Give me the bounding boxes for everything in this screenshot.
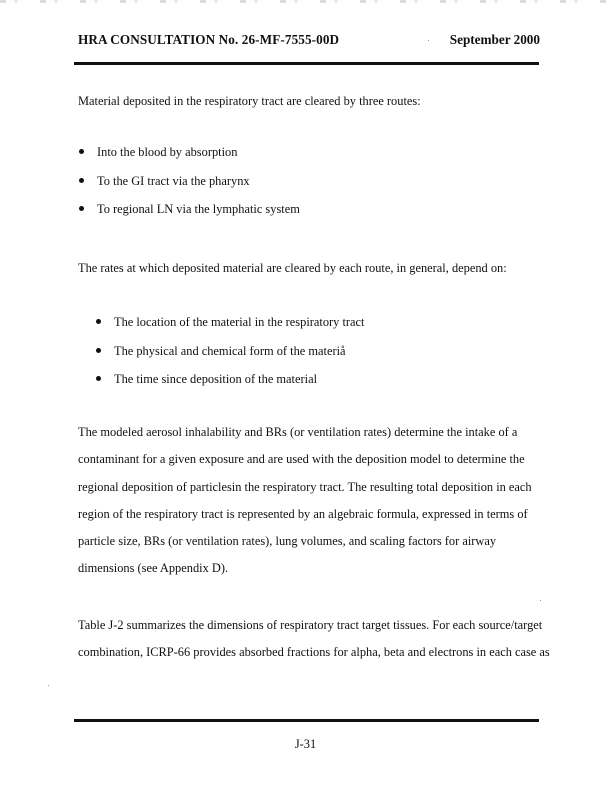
footer-rule bbox=[74, 719, 539, 722]
bullet-icon bbox=[79, 178, 84, 183]
header-rule bbox=[74, 62, 539, 65]
scan-speck bbox=[540, 600, 541, 601]
bullet-icon bbox=[96, 376, 101, 381]
paragraph-line: dimensions (see Appendix D). bbox=[78, 561, 229, 576]
list-item-text: The physical and chemical form of the materiå bbox=[114, 343, 346, 358]
scan-edge-artifact bbox=[0, 0, 611, 3]
scan-speck bbox=[48, 685, 49, 686]
document-id: HRA CONSULTATION No. 26-MF-7555-00D bbox=[78, 32, 340, 47]
list-item-text: The time since deposition of the material bbox=[114, 372, 318, 386]
paragraph-line: Table J-2 summarizes the dimensions of respiratory tract target tissues. For each source/target bbox=[78, 618, 543, 632]
deposition-paragraph bbox=[78, 425, 548, 589]
rates-intro: The rates at which deposited material are cleared by each route, in general, depend on: bbox=[78, 261, 507, 275]
list-item-text: To regional LN via the lymphatic system bbox=[97, 202, 300, 216]
bullet-icon bbox=[96, 319, 101, 324]
target-tissues-paragraph bbox=[78, 618, 548, 673]
paragraph-line: particle size, BRs (or ventilation rates), lung volumes, and scaling factors for airway bbox=[78, 534, 497, 549]
list-item-text: Into the blood by absorption bbox=[97, 145, 238, 159]
bullet-icon bbox=[79, 206, 84, 211]
clearance-intro: Material deposited in the respiratory tract are cleared by three routes: bbox=[78, 94, 421, 108]
paragraph-line: region of the respiratory tract is represented by an algebraic formula, expressed in terms of bbox=[78, 506, 528, 521]
paragraph-line: combination, ICRP-66 provides absorbed fractions for alpha, beta and electrons in each case as bbox=[78, 645, 550, 660]
paragraph-line: contaminant for a given exposure and are used with the deposition model to determine the bbox=[78, 452, 525, 467]
bullet-icon bbox=[79, 149, 84, 154]
list-item-text: To the GI tract via the pharynx bbox=[97, 173, 250, 188]
bullet-icon bbox=[96, 348, 101, 353]
paragraph-line: regional deposition of particlesin the respiratory tract. The resulting total deposition in each bbox=[78, 479, 532, 494]
page-number: J-31 bbox=[294, 737, 317, 751]
scan-speck bbox=[428, 40, 429, 41]
document-date: September 2000 bbox=[449, 32, 540, 47]
paragraph-line: The modeled aerosol inhalability and BRs (or ventilation rates) determine the intake of a bbox=[78, 425, 518, 439]
list-item-text: The location of the material in the respiratory tract bbox=[114, 315, 365, 329]
